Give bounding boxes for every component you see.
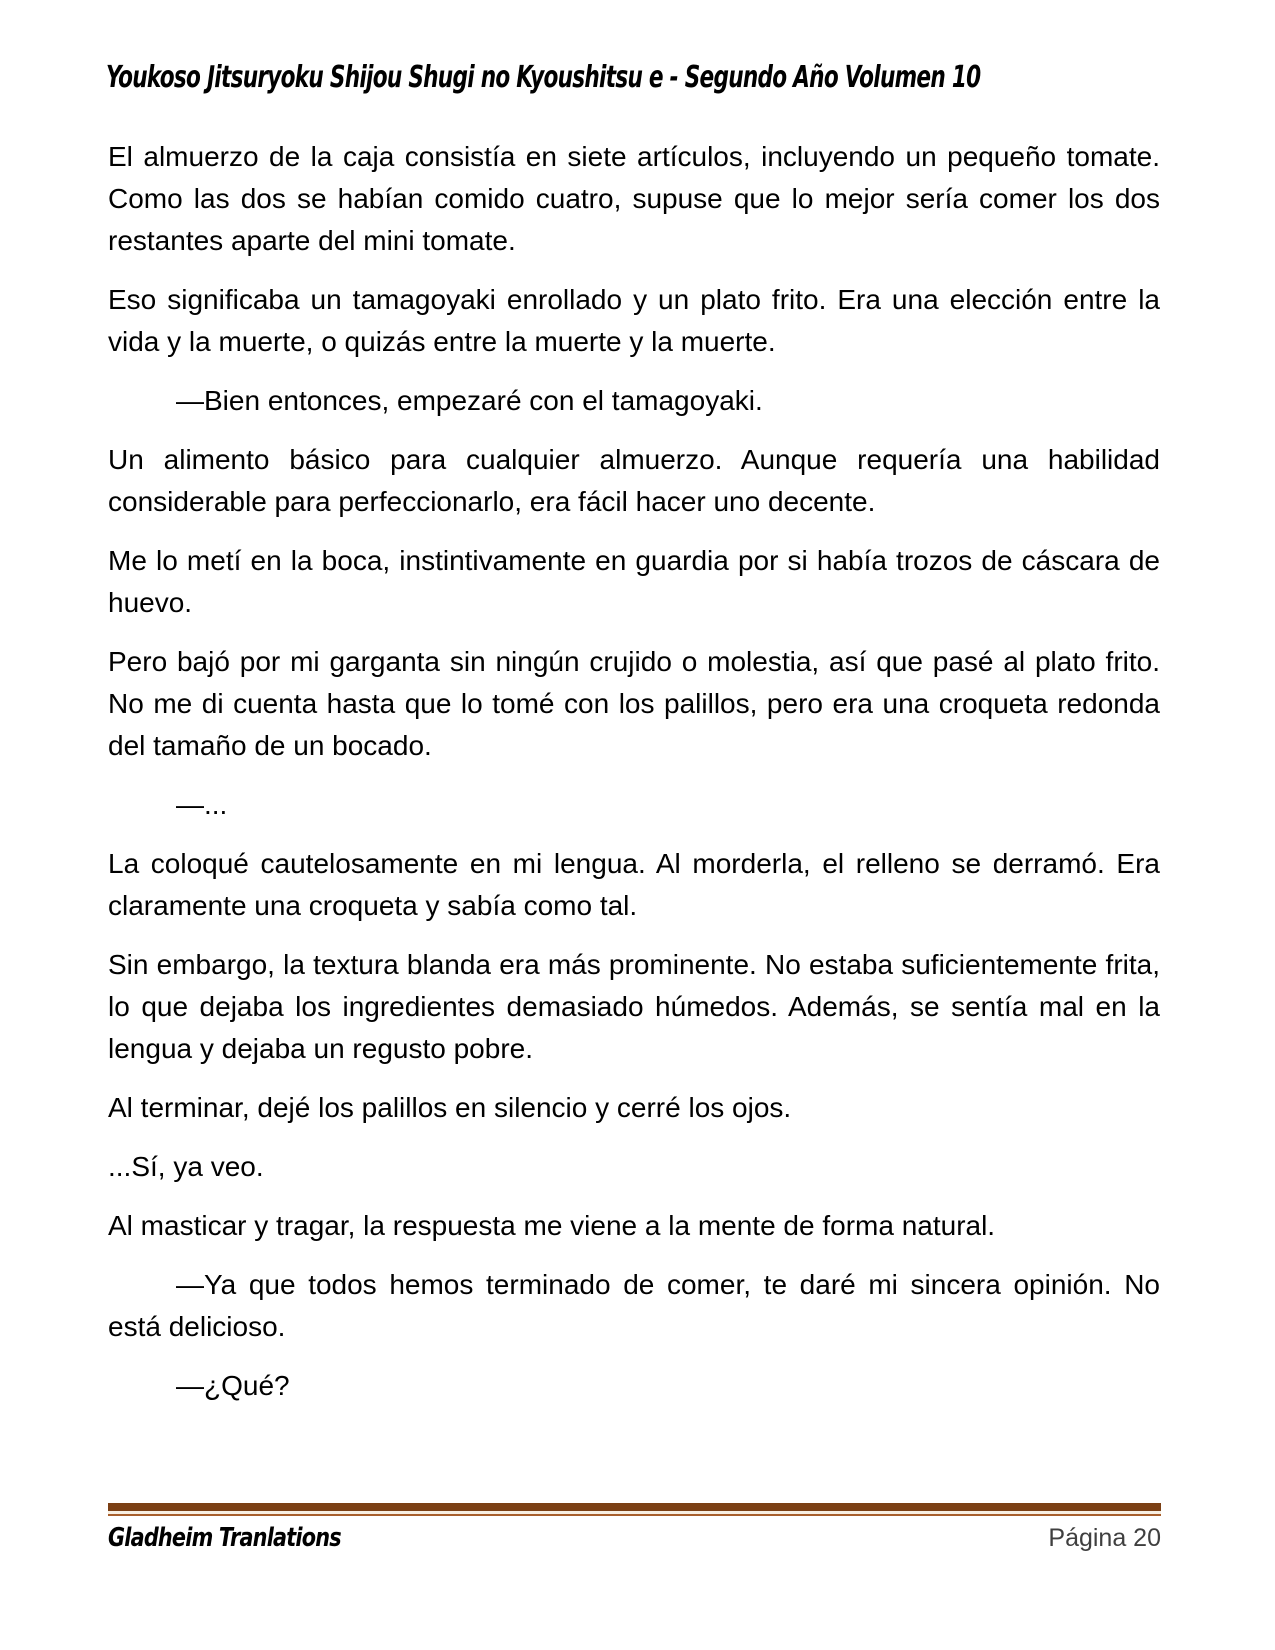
footer-rule-thick — [108, 1503, 1161, 1511]
paragraph: Me lo metí en la boca, instintivamente en guardia por si había trozos de cáscara de huevo. — [108, 545, 1160, 618]
page-footer — [108, 1503, 1161, 1553]
paragraph: Sin embargo, la textura blanda era más prominente. No estaba suficientemente frita, lo que dejaba los ingredientes demasiado húmedos. Además, se sentía mal en la lengua y dejaba un regusto pobre. — [108, 949, 1160, 1064]
header-title: Youkoso Jitsuryoku Shijou Shugi no Kyoushitsu e - Segundo Año Volumen 10 — [106, 60, 981, 95]
dialogue-paragraph: —¿Qué? — [176, 1370, 290, 1401]
dialogue-paragraph: —Ya que todos hemos terminado de comer, te daré mi sincera opinión. No está delicioso. — [108, 1269, 1160, 1342]
dialogue-paragraph: —Bien entonces, empezaré con el tamagoyaki. — [176, 385, 763, 416]
paragraph: El almuerzo de la caja consistía en siete artículos, incluyendo un pequeño tomate. Como las dos se habían comido cuatro, supuse que lo mejor sería comer los dos restantes aparte del mini tomate. — [108, 141, 1160, 256]
paragraph: Un alimento básico para cualquier almuerzo. Aunque requería una habilidad considerable para perfeccionarlo, era fácil hacer uno decente. — [108, 444, 1160, 517]
paragraph: ...Sí, ya veo. — [108, 1151, 264, 1182]
footer-rule-thin — [108, 1514, 1161, 1516]
page-header — [106, 60, 1161, 95]
footer-page-number: Página 20 — [1048, 1524, 1161, 1552]
paragraph: Al terminar, dejé los palillos en silencio y cerré los ojos. — [108, 1092, 792, 1123]
footer-translator-name: Gladheim Tranlations — [108, 1523, 341, 1553]
paragraph: Al masticar y tragar, la respuesta me viene a la mente de forma natural. — [108, 1210, 996, 1241]
paragraph: Eso significaba un tamagoyaki enrollado y un plato frito. Era una elección entre la vida y la muerte, o quizás entre la muerte y la muerte. — [108, 284, 1160, 357]
dialogue-paragraph: —... — [176, 789, 228, 820]
footer-row — [108, 1523, 1161, 1553]
paragraph: La coloqué cautelosamente en mi lengua. Al morderla, el relleno se derramó. Era claramente una croqueta y sabía como tal. — [108, 848, 1160, 921]
page-body — [108, 136, 1160, 1424]
paragraph: Pero bajó por mi garganta sin ningún crujido o molestia, así que pasé al plato frito. No me di cuenta hasta que lo tomé con los palillos, pero era una croqueta redonda del tamaño de un bocado. — [108, 646, 1160, 761]
